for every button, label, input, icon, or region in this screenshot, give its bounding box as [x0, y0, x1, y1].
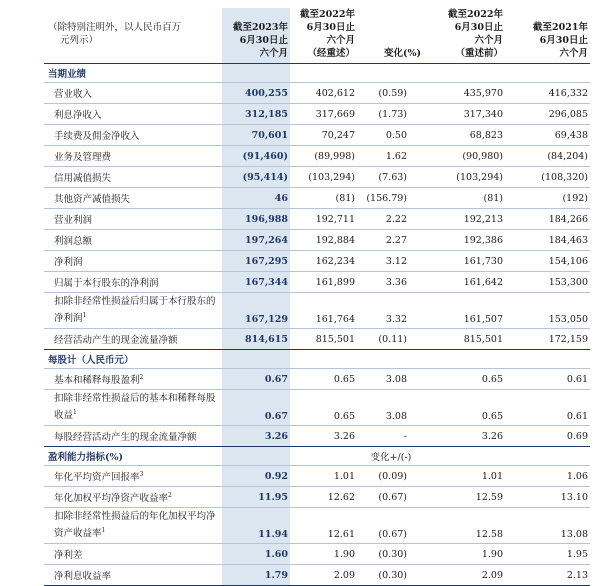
table-row: [44, 329, 590, 350]
value-cell: 0.50: [357, 125, 423, 146]
row-label: [44, 293, 222, 329]
section-header-cell: [290, 64, 357, 83]
value-cell: 70,601: [222, 125, 290, 146]
value-cell: -: [357, 426, 423, 447]
row-label-text: 归属于本行股东的净利润: [54, 278, 159, 289]
value-cell: 161,764: [290, 293, 357, 329]
header-2022h1r-line4: （经重述）: [307, 48, 355, 59]
row-label: [44, 329, 222, 350]
row-label-text: 扣除非经常性损益后的基本和稀释每股收益: [54, 392, 216, 422]
value-cell: (0.30): [357, 565, 423, 586]
row-label: [44, 508, 222, 544]
header-2022h1r-line1: 截至2022年: [300, 9, 355, 20]
table-row: [44, 565, 590, 586]
value-cell: (95,414): [222, 167, 290, 188]
row-label: [44, 146, 222, 167]
header-2021h1-line2: 6月30日止: [539, 35, 588, 46]
value-cell: 2.09: [423, 565, 505, 586]
value-cell: 0.65: [290, 369, 357, 390]
header-change-label: 变化(%): [383, 48, 421, 59]
section-header-cell: [505, 447, 590, 466]
value-cell: 12.62: [290, 487, 357, 508]
value-cell: 46: [222, 188, 290, 209]
value-cell: 400,255: [222, 83, 290, 104]
value-cell: 161,507: [423, 293, 505, 329]
row-label-text: 基本和稀释每股盈利: [54, 375, 140, 386]
header-2023h1-line1: 截至2023年: [233, 22, 288, 33]
value-cell: 12.59: [423, 487, 505, 508]
value-cell: 12.61: [290, 508, 357, 544]
value-cell: 3.36: [357, 272, 423, 293]
row-label-text: 信用减值损失: [54, 173, 112, 184]
value-cell: 161,730: [423, 251, 505, 272]
section-header-cell: [357, 350, 423, 369]
table-row: [44, 104, 590, 125]
value-cell: 814,615: [222, 329, 290, 350]
table-row: [44, 209, 590, 230]
row-label: [44, 188, 222, 209]
table-row: [44, 230, 590, 251]
header-2021h1-line1: 截至2021年: [533, 22, 588, 33]
footnote-marker: 1: [82, 311, 87, 319]
value-cell: (103,294): [290, 167, 357, 188]
table-row: [44, 369, 590, 390]
value-cell: 192,711: [290, 209, 357, 230]
header-change: [357, 8, 423, 64]
table-row: [44, 293, 590, 329]
value-cell: (91,460): [222, 146, 290, 167]
value-cell: 154,106: [505, 251, 590, 272]
section-header-cell: [505, 64, 590, 83]
header-2023h1-line3: 六个月: [259, 48, 288, 59]
header-2022h1-original: [423, 8, 505, 64]
section-header-cell: [357, 64, 423, 83]
value-cell: 3.26: [423, 426, 505, 447]
row-label: [44, 426, 222, 447]
table-row: [44, 251, 590, 272]
value-cell: (192): [505, 188, 590, 209]
row-label-text: 利润总额: [54, 236, 93, 247]
row-label: [44, 209, 222, 230]
header-2023h1-line2: 6月30日止: [239, 35, 288, 46]
header-2022h1r-line3: 六个月: [326, 35, 355, 46]
row-label: [44, 369, 222, 390]
value-cell: 0.67: [222, 369, 290, 390]
row-label: [44, 544, 222, 565]
row-label: [44, 466, 222, 487]
value-cell: 69,438: [505, 125, 590, 146]
value-cell: (0.30): [357, 544, 423, 565]
section-header-cell: [290, 447, 357, 466]
value-cell: 815,501: [423, 329, 505, 350]
row-label-text: 扣除非经常性损益后归属于本行股东的净利润: [54, 295, 216, 325]
header-2022h1o-line1: 截至2022年: [448, 9, 503, 20]
value-cell: 70,247: [290, 125, 357, 146]
row-label-text: 手续费及佣金净收入: [54, 131, 140, 142]
value-cell: 3.12: [357, 251, 423, 272]
section-header-cell: [423, 350, 505, 369]
value-cell: 416,332: [505, 83, 590, 104]
value-cell: 0.61: [505, 390, 590, 426]
value-cell: 1.95: [505, 544, 590, 565]
value-cell: 161,642: [423, 272, 505, 293]
row-label: [44, 272, 222, 293]
table-row: [44, 544, 590, 565]
header-2022h1o-line2: 6月30日止: [454, 22, 503, 33]
value-cell: (0.67): [357, 487, 423, 508]
value-cell: 197,264: [222, 230, 290, 251]
section-title: 当期业绩: [44, 64, 222, 83]
row-label-text: 净利差: [54, 550, 83, 561]
section-header-cell: [290, 350, 357, 369]
value-cell: 0.65: [423, 390, 505, 426]
value-cell: 0.65: [423, 369, 505, 390]
header-2022h1-restated: [290, 8, 357, 64]
row-label: [44, 487, 222, 508]
value-cell: 2.22: [357, 209, 423, 230]
value-cell: 317,340: [423, 104, 505, 125]
header-unit-note: [44, 8, 222, 64]
row-label-text: 经营活动产生的现金流量净额: [54, 335, 178, 346]
header-2022h1o-line4: （重述前）: [455, 48, 503, 59]
table-row: [44, 272, 590, 293]
value-cell: 196,988: [222, 209, 290, 230]
value-cell: 13.08: [505, 508, 590, 544]
value-cell: 3.08: [357, 390, 423, 426]
section-header-cell: [222, 350, 290, 369]
row-label-text: 营业收入: [54, 89, 93, 100]
value-cell: 0.65: [290, 390, 357, 426]
value-cell: 11.95: [222, 487, 290, 508]
value-cell: 0.92: [222, 466, 290, 487]
row-label: [44, 230, 222, 251]
value-cell: 1.01: [423, 466, 505, 487]
table-body: [44, 64, 590, 586]
footnote-marker: 2: [139, 373, 144, 381]
value-cell: 167,129: [222, 293, 290, 329]
header-2022h1o-line3: 六个月: [474, 35, 503, 46]
row-label: [44, 167, 222, 188]
header-2021h1: [505, 8, 590, 64]
value-cell: 12.58: [423, 508, 505, 544]
table-row: [44, 125, 590, 146]
value-cell: 296,085: [505, 104, 590, 125]
value-cell: 161,899: [290, 272, 357, 293]
value-cell: 13.10: [505, 487, 590, 508]
row-label: [44, 83, 222, 104]
table-row: [44, 146, 590, 167]
section-header-row: [44, 64, 590, 83]
header-2021h1-line3: 六个月: [559, 48, 588, 59]
table-row: [44, 390, 590, 426]
row-label: [44, 390, 222, 426]
value-cell: 3.26: [222, 426, 290, 447]
table-row: [44, 83, 590, 104]
section-title: 盈利能力指标(%): [44, 447, 222, 466]
table-row: [44, 167, 590, 188]
value-cell: 0.67: [222, 390, 290, 426]
table-row: [44, 466, 590, 487]
value-cell: 1.90: [423, 544, 505, 565]
row-label-text: 其他资产减值损失: [54, 194, 131, 205]
unit-note-line2: 元列示）: [60, 35, 99, 46]
table-row: [44, 426, 590, 447]
section-header-cell: [423, 64, 505, 83]
value-cell: (103,294): [423, 167, 505, 188]
value-cell: 11.94: [222, 508, 290, 544]
section-title: 每股计（人民币元）: [44, 350, 222, 369]
value-cell: (81): [423, 188, 505, 209]
value-cell: 0.69: [505, 426, 590, 447]
value-cell: (7.63): [357, 167, 423, 188]
value-cell: 192,213: [423, 209, 505, 230]
row-label-text: 每股经营活动产生的现金流量净额: [54, 432, 197, 443]
table-row: [44, 508, 590, 544]
footnote-marker: 2: [168, 491, 172, 499]
section-header-cell: [423, 447, 505, 466]
value-cell: 312,185: [222, 104, 290, 125]
footnote-marker: 3: [139, 470, 144, 478]
value-cell: (89,998): [290, 146, 357, 167]
value-cell: 192,884: [290, 230, 357, 251]
row-label-text: 净利息收益率: [54, 571, 112, 582]
table-row: [44, 188, 590, 209]
row-label-text: 净利润: [54, 257, 83, 268]
table-row: [44, 487, 590, 508]
section-header-row: [44, 447, 590, 466]
value-cell: (90,980): [423, 146, 505, 167]
section-header-cell: [222, 447, 290, 466]
value-cell: 2.09: [290, 565, 357, 586]
value-cell: 2.13: [505, 565, 590, 586]
value-cell: 0.61: [505, 369, 590, 390]
value-cell: (0.09): [357, 466, 423, 487]
value-cell: (84,204): [505, 146, 590, 167]
header-2022h1r-line2: 6月30日止: [306, 22, 355, 33]
value-cell: 3.26: [290, 426, 357, 447]
value-cell: 172,159: [505, 329, 590, 350]
value-cell: 167,344: [222, 272, 290, 293]
section-header-cell: [505, 350, 590, 369]
row-label-text: 业务及管理费: [54, 152, 112, 163]
value-cell: 162,234: [290, 251, 357, 272]
financial-summary-table: [44, 8, 590, 586]
value-cell: (108,320): [505, 167, 590, 188]
value-cell: (0.59): [357, 83, 423, 104]
row-label: [44, 104, 222, 125]
value-cell: (81): [290, 188, 357, 209]
section-header-cell: [222, 64, 290, 83]
value-cell: 3.32: [357, 293, 423, 329]
row-label-text: 年化加权平均净资产收益率: [54, 493, 169, 504]
value-cell: 184,266: [505, 209, 590, 230]
row-label-text: 扣除非经常性损益后的年化加权平均净资产收益率: [54, 510, 216, 540]
row-label-text: 营业利润: [54, 215, 93, 226]
value-cell: 1.01: [290, 466, 357, 487]
value-cell: 815,501: [290, 329, 357, 350]
footnote-marker: 1: [101, 526, 106, 534]
value-cell: 2.27: [357, 230, 423, 251]
value-cell: 167,295: [222, 251, 290, 272]
value-cell: (0.11): [357, 329, 423, 350]
value-cell: 68,823: [423, 125, 505, 146]
value-cell: 317,669: [290, 104, 357, 125]
value-cell: 1.79: [222, 565, 290, 586]
value-cell: 435,970: [423, 83, 505, 104]
row-label-text: 利息净收入: [54, 110, 102, 121]
header-2023h1: [222, 8, 290, 64]
unit-note-line1: （除特别注明外，以人民币百万: [48, 22, 182, 33]
table-header-row: [44, 8, 590, 64]
value-cell: 3.08: [357, 369, 423, 390]
footnote-marker: 1: [73, 408, 77, 416]
value-cell: 1.06: [505, 466, 590, 487]
value-cell: 1.60: [222, 544, 290, 565]
value-cell: 402,612: [290, 83, 357, 104]
value-cell: (1.73): [357, 104, 423, 125]
row-label-text: 年化平均资产回报率: [54, 472, 140, 483]
value-cell: (156.79): [357, 188, 423, 209]
value-cell: 1.90: [290, 544, 357, 565]
value-cell: 192,386: [423, 230, 505, 251]
value-cell: 153,300: [505, 272, 590, 293]
row-label: [44, 565, 222, 586]
value-cell: 153,050: [505, 293, 590, 329]
row-label: [44, 251, 222, 272]
section-header-row: [44, 350, 590, 369]
section-change-label: 变化+/(-): [357, 447, 423, 466]
value-cell: (0.67): [357, 508, 423, 544]
row-label: [44, 125, 222, 146]
value-cell: 184,463: [505, 230, 590, 251]
value-cell: 1.62: [357, 146, 423, 167]
